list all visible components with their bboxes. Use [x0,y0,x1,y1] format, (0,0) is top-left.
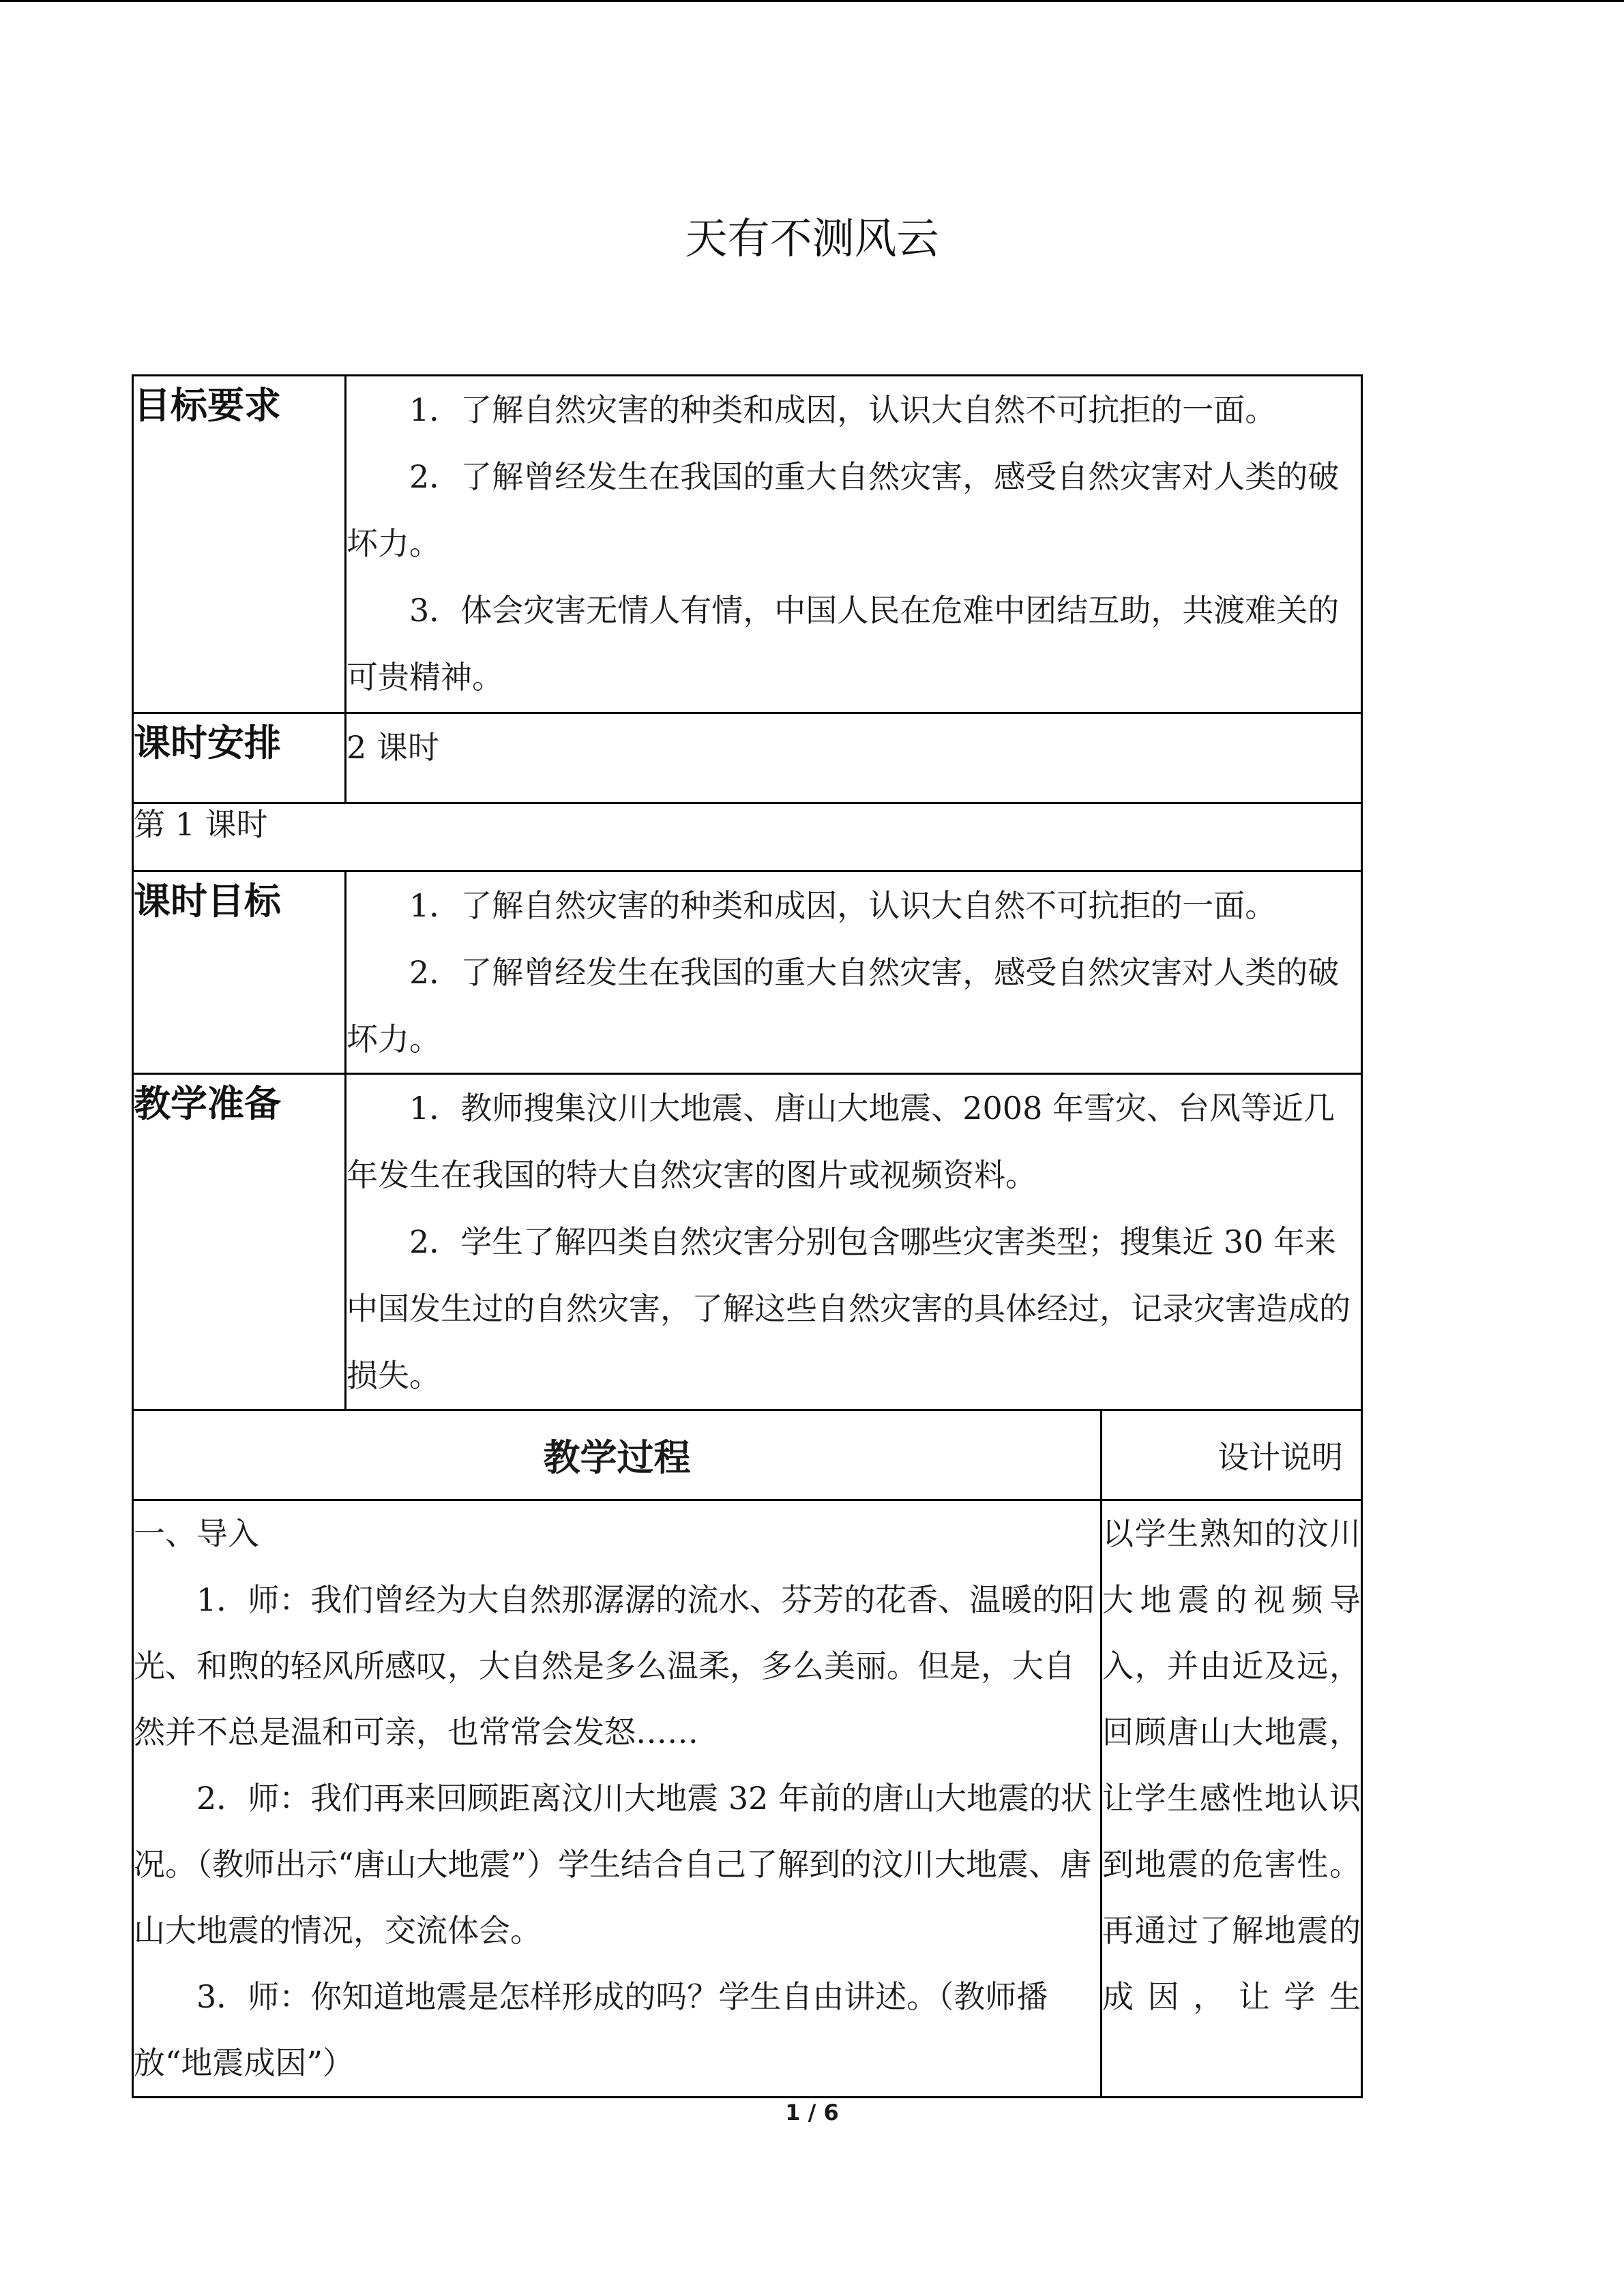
preparation-row [133,1074,1362,1410]
preparation-item: 1．教师搜集汶川大地震、唐山大地震、2008 年雪灾、台风等近几年发生在我国的特大自然灾害的图片或视频资料。 [346,1090,1335,1193]
lesson-goals-row [133,871,1362,1074]
goal-item: 2．了解曾经发生在我国的重大自然灾害，感受自然灾害对人类的破坏力。 [346,458,1340,562]
schedule-label: 课时安排 [133,713,346,803]
goals-label: 目标要求 [133,376,346,713]
process-content [133,1500,1102,2098]
schedule-text: 2 课时 [346,729,439,766]
lesson-goal-item: 2．了解曾经发生在我国的重大自然灾害，感受自然灾害对人类的破坏力。 [346,954,1340,1058]
process-step: 2．师：我们再来回顾距离汶川大地震 32 年前的唐山大地震的状况。（教师出示“唐山大地震”）学生结合自己了解到的汶川大地震、唐山大地震的情况，交流体会。 [134,1780,1093,1949]
process-step: 1．师：我们曾经为大自然那潺潺的流水、芬芳的花香、温暖的阳光、和煦的轻风所感叹，大自然是多么温柔，多么美丽。但是，大自然并不总是温和可亲，也常常会发怒…… [134,1581,1095,1750]
top-border-rule [0,0,1624,2]
process-header-row [133,1410,1362,1500]
process-header: 教学过程 [133,1410,1102,1500]
design-note-header: 设计说明 [1102,1410,1362,1500]
goal-item: 1．了解自然灾害的种类和成因，认识大自然不可抗拒的一面。 [409,391,1277,428]
process-step: 3．师：你知道地震是怎样形成的吗？学生自由讲述。（教师播放“地震成因”） [134,1978,1048,2081]
goals-content [346,376,1362,713]
goal-item: 3．体会灾害无情人有情，中国人民在危难中团结互助，共渡难关的可贵精神。 [346,592,1340,696]
lesson-goal-item: 1．了解自然灾害的种类和成因，认识大自然不可抗拒的一面。 [409,887,1277,924]
intro-title: 一、导入 [134,1515,259,1552]
design-note: 以学生熟知的汶川大地震的视频导入，并由近及远，回顾唐山大地震，让学生感性地认识到地震的危害性。再通过了解地震的成因，让学生 [1102,1500,1362,2098]
schedule-value [346,713,1362,803]
lesson-header: 第 1 课时 [133,803,1362,871]
goals-row [133,376,1362,713]
lesson-header-row [133,803,1362,871]
schedule-row [133,713,1362,803]
page-number: 1 / 6 [785,2100,839,2126]
lesson-goals-label: 课时目标 [133,871,346,1074]
lesson-goals-content [346,871,1362,1074]
preparation-label: 教学准备 [133,1074,346,1410]
lesson-plan-table [132,374,1363,2098]
preparation-item: 2．学生了解四类自然灾害分别包含哪些灾害类型；搜集近 30 年来中国发生过的自然灾害，了解这些自然灾害的具体经过，记录灾害造成的损失。 [346,1223,1350,1394]
page-title: 天有不测风云 [685,213,939,263]
process-body-row [133,1500,1362,2098]
preparation-content [346,1074,1362,1410]
